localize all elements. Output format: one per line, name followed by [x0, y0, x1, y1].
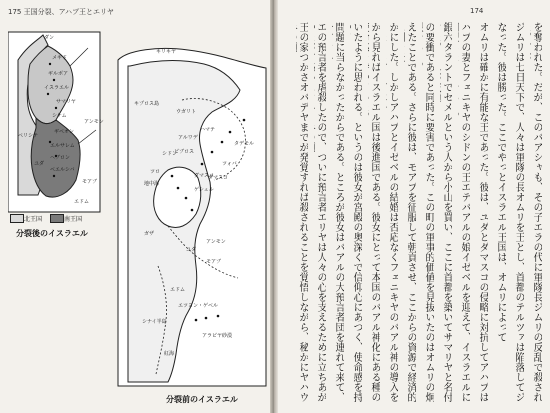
- map2-label-18: ユダ: [186, 247, 197, 253]
- map1-label-12: アンモン: [84, 119, 104, 125]
- map2-label-17: モアブ: [206, 259, 222, 265]
- legend-south-label: 南王国: [64, 216, 83, 223]
- map2-label-21: アラビヤ砂漠: [202, 333, 233, 339]
- map1-label-2: ギルボア: [48, 71, 68, 77]
- legend-south-swatch: [50, 214, 64, 223]
- left-page: [0, 0, 270, 413]
- map2-label-10: ゲシュル: [194, 187, 214, 193]
- map2-label-12: ダマスコ: [208, 175, 229, 181]
- map2-label-14: ガザ: [144, 231, 155, 237]
- text-column-4: オムリは確かに有能な王であった。彼は、ユダとダマスコの侵略に対抗してアハブは: [477, 22, 488, 402]
- map2-label-11: ツォバ: [222, 161, 237, 167]
- map2-label-0: キリキヤ: [156, 49, 177, 55]
- map1-label-3: イスラエル: [44, 85, 69, 91]
- map2-label-1: キプロス島: [134, 101, 160, 107]
- text-column-11: いたように思われる。というのは彼女が宮殿の奥深くで信仰心にあつく、使命感を持: [351, 22, 362, 402]
- text-column-9: かにした。しかしアハブとイゼベルの結婚は否応なくフェニキヤのバアル神の導入を: [387, 22, 398, 402]
- text-column-6: 銀六タラントでセメルという人から小山を買い、ここに首都を築いてサマリヤと名付: [441, 22, 452, 402]
- map2-label-4: ダマスコ: [194, 173, 215, 179]
- map1-label-10: ベエルシバ: [50, 167, 75, 173]
- map2-label-7: ハマテ: [200, 127, 216, 133]
- map2-label-15: エドム: [170, 287, 186, 293]
- text-column-5: ハブの妻とフェニキヤのシドンの王エテバアルの娘イゼベルを迎えて、イスラエルに: [459, 22, 470, 402]
- legend-north-swatch: [10, 214, 24, 223]
- map1-label-7: ギベオン: [54, 129, 75, 135]
- map1-label-0: ダン: [44, 35, 55, 41]
- map2-label-9: 地中海: [144, 181, 160, 187]
- text-column-12: 問題に当らなかったからである。ところが彼女はバアルの大預言者団を連れて来て、: [333, 22, 344, 402]
- map2-label-8: ビブロス: [174, 149, 195, 155]
- caption-top: 分裂後のイスラエル: [16, 229, 88, 238]
- caption-bottom: 分裂前のイスラエル: [166, 395, 238, 404]
- text-column-7: の要衝であると同時に要害であった。この町の軍事的価値を見抜いたのはオムリの炯: [423, 22, 434, 402]
- map1-label-1: メギド: [52, 55, 68, 61]
- text-column-13: エの預言者を虐殺したので、ついに預言者エリヤは人々の心を支えるために立ちあが: [315, 22, 326, 402]
- text-column-3: なった。彼は勝った。ここでやっとイスラエル王国は、オムリによって: [495, 22, 506, 342]
- legend-north-label: 北王国: [24, 216, 43, 223]
- map2-label-6: アルワデ: [178, 135, 198, 141]
- map1-label-11: ユダ: [34, 161, 45, 167]
- map2-label-22: 紅海: [164, 351, 175, 357]
- map2-label-3: シドン: [162, 151, 178, 157]
- map2-label-5: ウガリト: [176, 109, 197, 115]
- text-column-2: ジムリは七日天下で、人々は軍隊の長オムリを王とし、首都のテルツァは陥落してジ: [513, 22, 524, 402]
- text-column-1: を奪われた。だが、このバアシャも、その子エラの代に軍隊長ジムリの反乱で殺され: [531, 22, 542, 402]
- right-page: [278, 0, 550, 413]
- map2-label-16: アンモン: [206, 239, 226, 245]
- map2-label-13: タデモル: [234, 141, 255, 147]
- left-running-header: 175 王国分裂、アハブ王とエリヤ: [8, 8, 114, 16]
- map1-label-4: サマリヤ: [56, 99, 76, 105]
- right-page-number: 174: [470, 7, 484, 15]
- map2-label-19: エツヨン・ゲベル: [178, 303, 219, 309]
- map1-label-9: ヘブロン: [50, 155, 70, 161]
- map1-label-14: エドム: [74, 199, 90, 205]
- map1-label-13: モアブ: [82, 179, 98, 185]
- map2-label-20: シナイ半島: [142, 319, 167, 325]
- text-column-8: えたことである。さらに彼は、モアブを征服して朝貢させ、ここからの資源で経済的: [405, 22, 416, 402]
- binding-gutter: [270, 0, 278, 413]
- text-column-14: 王の家つかさオバデヤまでが発覚すれば殺されることを覚悟しながら、秘かにヤハウ: [297, 22, 308, 402]
- text-column-10: から見ればイスラエル国は後進国である。彼女にとって本国のバアル神化にある種の: [369, 22, 380, 402]
- map2-label-2: ツロ: [150, 169, 161, 175]
- map1-label-6: ペリシテ: [18, 133, 39, 139]
- map1-label-5: シケム: [52, 113, 67, 119]
- map1-label-8: エルサレム: [50, 143, 75, 149]
